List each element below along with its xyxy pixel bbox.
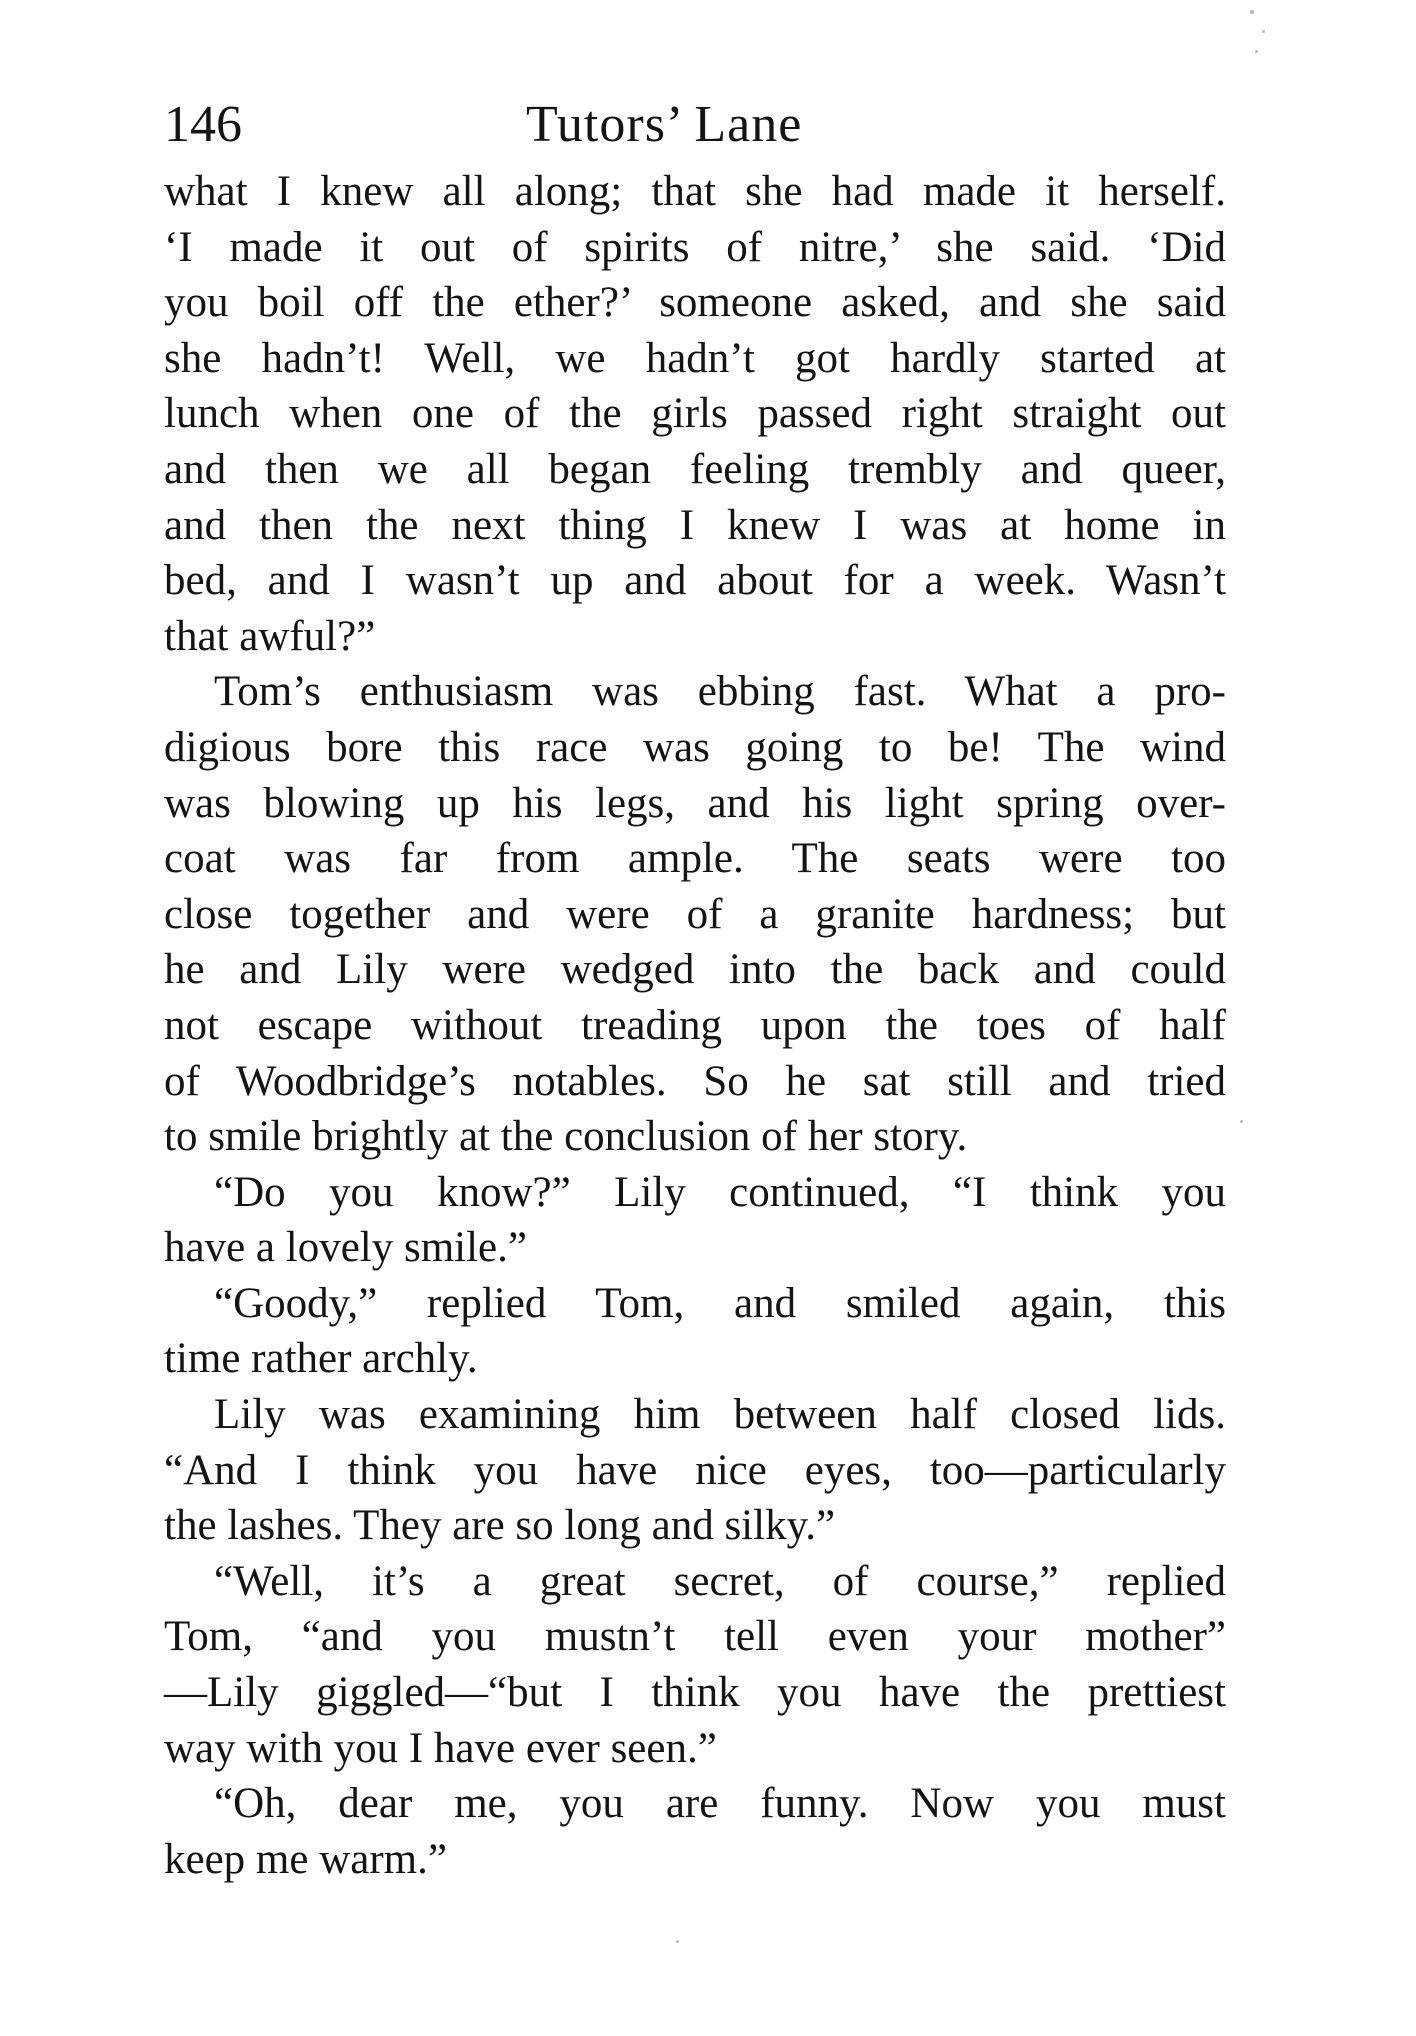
text-line: that awful?” xyxy=(164,612,376,660)
text-line: keep me warm.” xyxy=(164,1835,447,1883)
running-title: Tutors’ Lane xyxy=(526,96,803,153)
text-line: “Goody,” replied Tom, and smiled again, this xyxy=(214,1279,1226,1327)
text-line: way with you I have ever seen.” xyxy=(164,1724,717,1772)
text-line: “Well, it’s a great secret, of course,” replied xyxy=(214,1557,1226,1605)
text-line: bed, and I wasn’t up and about for a week. Wasn’t xyxy=(164,557,1226,605)
text-line: Tom, “and you mustn’t tell even your mother” xyxy=(164,1613,1226,1661)
text-line: of Woodbridge’s notables. So he sat still and tried xyxy=(164,1057,1226,1105)
text-line: —Lily giggled—“but I think you have the prettiest xyxy=(164,1669,1226,1717)
text-line: he and Lily were wedged into the back and could xyxy=(164,946,1226,994)
text-line: what I knew all along; that she had made it herself. xyxy=(164,168,1226,215)
text-line: “And I think you have nice eyes, too—particularly xyxy=(164,1446,1226,1494)
text-line: coat was far from ample. The seats were too xyxy=(164,835,1226,883)
text-line: time rather archly. xyxy=(164,1335,478,1383)
text-line: the lashes. They are so long and silky.” xyxy=(164,1502,836,1550)
text-line: ‘I made it out of spirits of nitre,’ she said. ‘Did xyxy=(164,223,1226,271)
body-text xyxy=(164,164,1226,1887)
text-line: digious bore this race was going to be! The wind xyxy=(164,723,1226,771)
text-line: lunch when one of the girls passed right straight out xyxy=(164,390,1226,438)
text-line: Lily was examining him between half closed lids. xyxy=(214,1391,1226,1439)
text-line: Tom’s enthusiasm was ebbing fast. What a pro- xyxy=(214,668,1226,716)
text-line: she hadn’t! Well, we hadn’t got hardly started at xyxy=(164,334,1226,382)
text-line: and then we all began feeling trembly and queer, xyxy=(164,445,1226,493)
scan-speck xyxy=(1255,50,1258,53)
text-line: not escape without treading upon the toes of half xyxy=(164,1001,1226,1049)
scan-speck xyxy=(1262,30,1265,33)
scan-speck xyxy=(1250,10,1254,14)
text-line: close together and were of a granite hardness; but xyxy=(164,890,1226,938)
scan-speck xyxy=(676,1940,679,1943)
text-line: “Do you know?” Lily continued, “I think you xyxy=(214,1168,1226,1216)
text-line: you boil off the ether?’ someone asked, and she said xyxy=(164,279,1226,327)
text-line: was blowing up his legs, and his light spring over- xyxy=(164,779,1226,827)
page-number: 146 xyxy=(164,96,242,153)
text-line: to smile brightly at the conclusion of her story. xyxy=(164,1113,968,1161)
text-line: have a lovely smile.” xyxy=(164,1224,527,1272)
text-line: and then the next thing I knew I was at home in xyxy=(164,501,1226,549)
text-line: “Oh, dear me, you are funny. Now you must xyxy=(214,1780,1226,1828)
scan-speck xyxy=(1240,1120,1243,1123)
page-header xyxy=(164,92,1224,158)
